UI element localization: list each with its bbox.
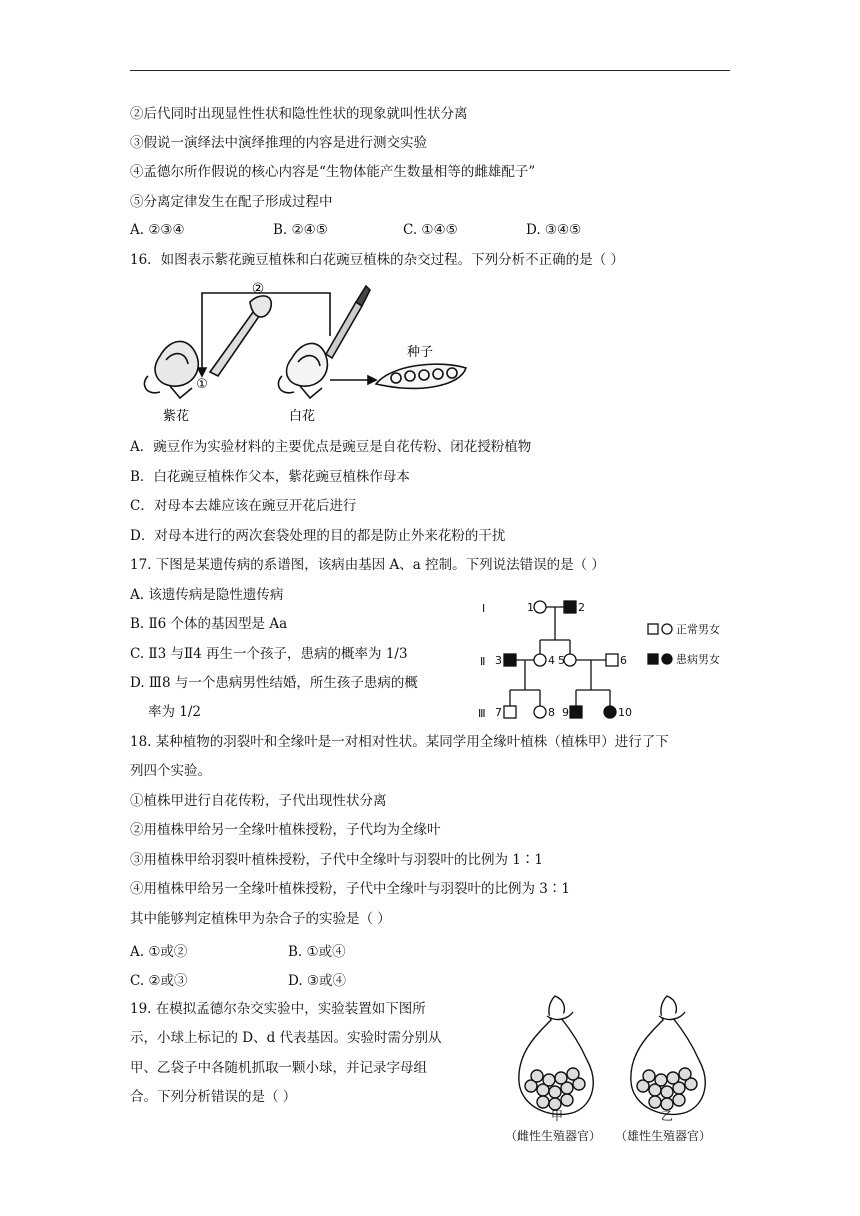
q16-stem: 16．如图表示紫花豌豆植株和白花豌豆植株的杂交过程。下列分析不正确的是（ ）	[130, 252, 624, 268]
bag-2-desc: （雄性生殖器官）	[614, 1129, 712, 1143]
header-rule	[130, 70, 730, 71]
statement-5: ⑤分离定律发生在配子形成过程中	[130, 194, 333, 210]
bag-1-name: 甲	[550, 1109, 564, 1123]
q18-option-c: C. ②或③	[130, 973, 188, 989]
id-6: 6	[620, 654, 627, 667]
statement-4: ④孟德尔所作假说的核心内容是“生物体能产生数量相等的雌雄配子”	[130, 164, 536, 180]
id-7: 7	[495, 706, 502, 719]
gen-1-label: Ⅰ	[482, 602, 486, 615]
q17-option-a: A. 该遗传病是隐性遗传病	[130, 587, 284, 603]
id-9: 9	[562, 706, 569, 719]
q18-stem-line2: 列四个实验。	[130, 763, 211, 779]
id-8: 8	[548, 706, 555, 719]
q19-line2: 示，小球上标记的 D、d 代表基因。实验时需分别从	[130, 1030, 442, 1046]
bag-1-desc: （雌性生殖器官）	[504, 1129, 602, 1143]
id-10: 10	[618, 706, 632, 719]
pedigree-chart	[470, 590, 740, 730]
q17-option-d-line1: D. Ⅲ8 与一个患病男性结婚，所生孩子患病的概	[130, 675, 418, 691]
q18-option-d: D. ③或④	[288, 973, 347, 989]
label-purple-flower: 紫花	[162, 409, 190, 424]
label-seed: 种子	[406, 345, 434, 360]
pea-cross-figure	[130, 276, 480, 431]
q18-experiment-2: ②用植株甲给另一全缘叶植株授粉，子代均为全缘叶	[130, 822, 441, 838]
ball-bags-figure	[495, 990, 720, 1150]
q16-option-d: D．对母本进行的两次套袋处理的目的都是防止外来花粉的干扰	[130, 528, 506, 544]
id-4: 4	[548, 654, 555, 667]
q17-option-c: C. Ⅱ3 与Ⅱ4 再生一个孩子，患病的概率为 1/3	[130, 646, 408, 662]
q18-options-row2	[130, 969, 346, 989]
q16-option-a: A．豌豆作为实验材料的主要优点是豌豆是自花传粉、闭花授粉植物	[130, 439, 532, 455]
q18-stem-line1: 18. 某种植物的羽裂叶和全缘叶是一对相对性状。某同学用全缘叶植株（植株甲）进行了下	[130, 734, 669, 750]
label-circle-2: ②	[251, 281, 265, 297]
id-2: 2	[578, 601, 585, 614]
q17-option-d-line2: 率为 1/2	[148, 704, 202, 720]
statement-3: ③假说一演绎法中演绎推理的内容是进行测交实验	[130, 135, 427, 151]
bag-2-name: 乙	[660, 1109, 674, 1123]
q18-option-b: B. ①或④	[288, 944, 346, 960]
q16-option-c: C．对母本去雄应该在豌豆开花后进行	[130, 498, 357, 514]
q15-options	[130, 222, 581, 238]
q15-option-a: A. ②③④	[130, 222, 185, 238]
legend-affected: 患病男女	[676, 653, 720, 666]
q15-option-b: B. ②④⑤	[273, 222, 328, 238]
q18-experiment-4: ④用植株甲给另一全缘叶植株授粉，子代中全缘叶与羽裂叶的比例为 3∶1	[130, 881, 570, 897]
q18-experiment-3: ③用植株甲给羽裂叶植株授粉，子代中全缘叶与羽裂叶的比例为 1∶1	[130, 852, 543, 868]
id-3: 3	[495, 654, 502, 667]
gen-3-label: Ⅲ	[478, 707, 486, 720]
q15-option-c: C. ①④⑤	[403, 222, 458, 238]
gen-2-label: Ⅱ	[480, 655, 486, 668]
q18-options-row1	[130, 940, 346, 960]
label-circle-1: ①	[196, 377, 208, 392]
q17-stem: 17. 下图是某遗传病的系谱图，该病由基因 A、a 控制。下列说法错误的是（ ）	[130, 557, 605, 573]
q18-experiment-1: ①植株甲进行自花传粉，子代出现性状分离	[130, 793, 387, 809]
q17-option-b: B. Ⅱ6 个体的基因型是 Aa	[130, 616, 288, 632]
q18-option-a: A. ①或②	[130, 944, 188, 960]
id-1: 1	[527, 601, 534, 614]
label-white-flower: 白花	[288, 409, 316, 424]
statement-2: ②后代同时出现显性性状和隐性性状的现象就叫性状分离	[130, 106, 468, 122]
q15-option-d: D. ③④⑤	[526, 222, 582, 238]
id-5: 5	[558, 654, 565, 667]
q19-line3: 甲、乙袋子中各随机抓取一颗小球，并记录字母组	[130, 1060, 427, 1076]
q19-line1: 19. 在模拟孟德尔杂交实验中，实验装置如下图所	[130, 1001, 426, 1017]
q16-option-b: B．白花豌豆植株作父本，紫花豌豆植株作母本	[130, 469, 410, 485]
legend-normal: 正常男女	[676, 623, 720, 636]
q18-question: 其中能够判定植株甲为杂合子的实验是（ ）	[130, 911, 391, 927]
q19-line4: 合。下列分析错误的是（ ）	[130, 1089, 297, 1105]
